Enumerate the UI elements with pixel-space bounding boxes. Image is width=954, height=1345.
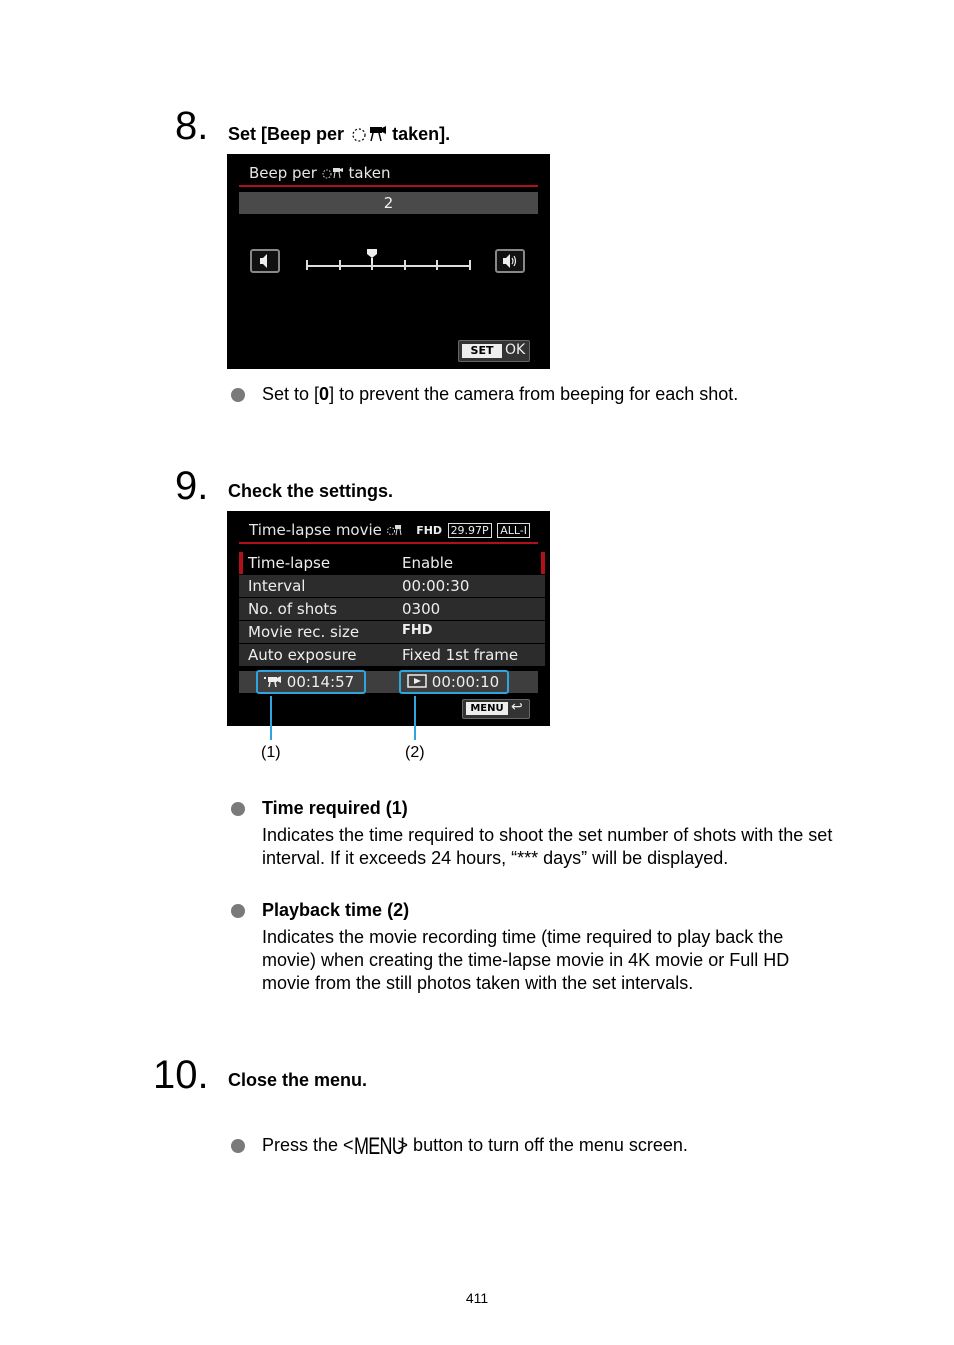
callout-line-1 xyxy=(270,696,272,740)
compression-icon: ALL-I xyxy=(497,523,530,538)
beep-setting-screen xyxy=(227,154,550,369)
time-lapse-menu-screen xyxy=(227,511,550,726)
time-lapse-icon xyxy=(322,165,344,183)
row-value: 0300 xyxy=(402,600,441,618)
fhd-icon: FHD xyxy=(416,524,443,537)
title-underline xyxy=(239,185,538,187)
step-10-bullet: Press the <MENU> button to turn off the menu screen. xyxy=(262,1133,688,1160)
menu-back-button[interactable] xyxy=(462,699,530,719)
row-label: Auto exposure xyxy=(248,646,357,664)
slider-tick xyxy=(469,260,471,270)
bullet-dot xyxy=(231,802,245,816)
slider-tick xyxy=(306,260,308,270)
menu-row-movie-rec-size[interactable] xyxy=(239,621,545,643)
title-underline xyxy=(239,542,538,544)
playback-time-value: 00:00:10 xyxy=(431,673,500,691)
slider-tick xyxy=(436,260,438,270)
menu-row-no-of-shots[interactable] xyxy=(239,598,545,620)
bullet-dot xyxy=(231,388,245,402)
bullet-dot xyxy=(231,904,245,918)
volume-down-button[interactable] xyxy=(250,249,280,273)
slider-marker-icon[interactable] xyxy=(367,248,377,262)
playback-time-heading: Playback time (2) xyxy=(262,900,410,920)
menu-row-auto-exposure[interactable] xyxy=(239,644,545,666)
step-8-title xyxy=(228,123,450,147)
step-number-8: 8. xyxy=(175,104,209,148)
menu-row-interval[interactable] xyxy=(239,575,545,597)
slider-tick xyxy=(339,260,341,270)
menu-badge: MENU xyxy=(466,702,508,715)
time-lapse-icon xyxy=(349,125,387,147)
step-9-title: Check the settings. xyxy=(228,481,394,501)
time-required-heading: Time required (1) xyxy=(262,798,408,818)
set-badge: SET xyxy=(462,344,502,358)
step-8-title-post: taken]. xyxy=(392,124,451,144)
step-number-10: 10. xyxy=(153,1053,209,1097)
beep-value: 2 xyxy=(383,194,394,212)
movie-camera-icon xyxy=(264,673,282,693)
row-label: No. of shots xyxy=(248,600,338,618)
speaker-high-icon xyxy=(497,251,523,271)
movie-format-icons xyxy=(416,523,530,538)
screen1-title-pre: Beep per xyxy=(249,164,317,182)
step-10-title: Close the menu. xyxy=(228,1070,368,1090)
row-value: Enable xyxy=(402,554,454,572)
slider-tick xyxy=(404,260,406,270)
beep-slider[interactable] xyxy=(307,265,470,267)
screen1-title xyxy=(249,164,391,183)
callout-label-1: (1) xyxy=(261,744,281,761)
return-arrow-icon: ↩ xyxy=(511,699,523,715)
row-label: Time-lapse xyxy=(248,554,331,572)
row-value: FHD xyxy=(402,623,433,638)
row-label: Interval xyxy=(248,577,306,595)
screen1-title-post: taken xyxy=(348,164,391,182)
row-value: 00:00:30 xyxy=(402,577,470,595)
frame-rate-icon: 29.97P xyxy=(448,523,492,538)
screen2-title xyxy=(249,521,403,540)
playback-time-box xyxy=(399,670,509,694)
callout-label-2: (2) xyxy=(405,744,425,761)
time-required-value: 00:14:57 xyxy=(286,673,355,691)
value-bar xyxy=(239,192,538,214)
volume-up-button[interactable] xyxy=(495,249,525,273)
row-value: Fixed 1st frame xyxy=(402,646,519,664)
playback-time-description: Indicates the movie recording time (time required to play back the movie) when creating the time-lapse movie in 4K movie or Full HD movie from the still photos taken with the set intervals. xyxy=(262,927,790,993)
set-ok-button[interactable] xyxy=(458,340,530,362)
time-lapse-icon xyxy=(387,522,403,540)
time-required-description: Indicates the time required to shoot the set number of shots with the set interval. If it exceeds 24 hours, “*** days” will be displayed. xyxy=(262,825,833,868)
time-required-box xyxy=(256,670,366,694)
screen2-title-text: Time-lapse movie xyxy=(249,521,382,539)
ok-label: OK xyxy=(505,342,526,358)
menu-row-time-lapse[interactable] xyxy=(239,552,545,574)
step-8-bullet: Set to [0] to prevent the camera from beeping for each shot. xyxy=(262,384,739,404)
playback-icon xyxy=(407,673,427,693)
row-label: Movie rec. size xyxy=(248,623,360,641)
step-number-9: 9. xyxy=(175,464,209,508)
menu-button-glyph: MENU xyxy=(353,1133,404,1160)
page-number: 411 xyxy=(465,1290,489,1306)
speaker-low-icon xyxy=(252,251,278,271)
bullet-dot xyxy=(231,1139,245,1153)
step-8-title-pre: Set [Beep per xyxy=(228,124,345,144)
callout-line-2 xyxy=(414,696,416,740)
